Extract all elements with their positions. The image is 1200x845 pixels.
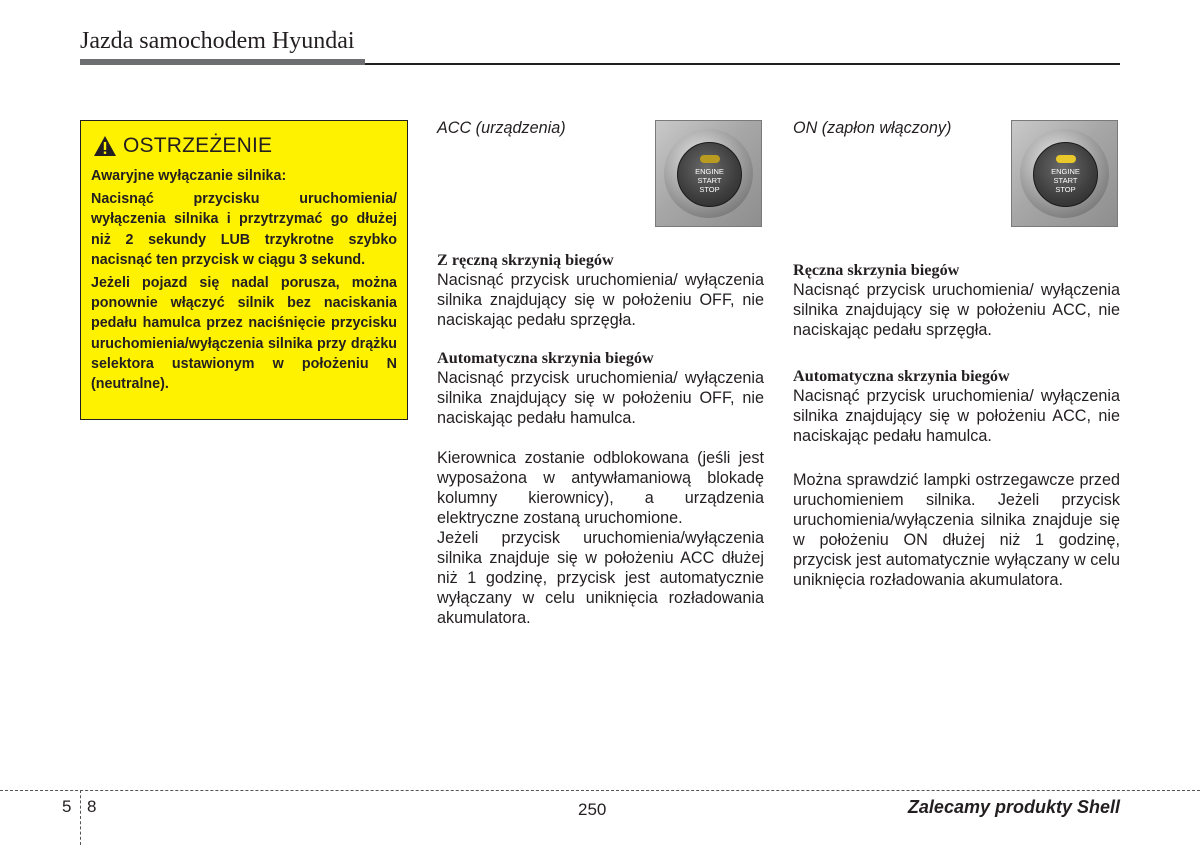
button-face (1033, 142, 1098, 207)
button-label: ENGINE START STOP (1051, 167, 1080, 194)
acc-column (437, 250, 764, 628)
on-heading: ON (zapłon włączony) (793, 119, 952, 137)
chapter-number: 5 (62, 797, 72, 816)
page-header-title: Jazda samochodem Hyundai (80, 28, 355, 54)
warning-paragraph-1: Nacisnąć przycisku uruchomienia/ wyłączenia silnika i przytrzymać go dłużej niż 2 sekundy LUB trzykrotne szybko nacisnąć ten przycisk w ciągu 3 sekund. (91, 191, 397, 268)
header-rule-thin (365, 63, 1120, 65)
button-face (677, 142, 742, 207)
on-auto-heading: Automatyczna skrzynia biegów (793, 367, 1010, 385)
warning-heading (93, 133, 397, 159)
warning-subtitle: Awaryjne wyłączanie silnika: (91, 168, 287, 184)
engine-button-image-on (1011, 120, 1118, 227)
acc-manual-text: Nacisnąć przycisk uruchomienia/ wyłączenia silnika znajdujący się w położeniu OFF, nie naciskając pedału sprzęgła. (437, 271, 764, 329)
warning-body (91, 166, 397, 394)
engine-button-image-acc (655, 120, 762, 227)
acc-paragraph-4: Jeżeli przycisk uruchomienia/wyłączenia silnika znajduje się w położeniu ACC dłużej niż 1 godzinę, przycisk jest automatycznie wyłączany w celu uniknięcia rozładowania akumulatora. (437, 529, 764, 627)
warning-triangle-icon (93, 135, 117, 157)
indicator-lamp-icon (700, 155, 720, 163)
header-rule-thick (80, 59, 365, 65)
warning-title: OSTRZEŻENIE (123, 134, 273, 157)
on-column (793, 260, 1120, 590)
on-auto-text: Nacisnąć przycisk uruchomienia/ wyłączenia silnika znajdujący się w położeniu ACC, nie naciskając pedału hamulca. (793, 387, 1120, 445)
on-manual-text: Nacisnąć przycisk uruchomienia/ wyłączenia silnika znajdujący się w położeniu ACC, nie naciskając pedału sprzęgła. (793, 281, 1120, 339)
acc-heading: ACC (urządzenia) (437, 119, 566, 137)
page-number: 250 (578, 800, 607, 819)
acc-manual-heading: Z ręczną skrzynią biegów (437, 251, 614, 269)
footer-divider (80, 790, 81, 845)
on-manual-heading: Ręczna skrzynia biegów (793, 261, 960, 279)
footer-slogan: Zalecamy produkty Shell (907, 797, 1120, 817)
acc-paragraph-3: Kierownica zostanie odblokowana (jeśli jest wyposażona w antywłamaniową blokadę kolumny kierownicy), a urządzenia elektryczne zostaną uruchomione. (437, 449, 764, 527)
footer-rule (0, 790, 1200, 791)
chapter-page-number: 8 (87, 797, 97, 816)
warning-paragraph-2: Jeżeli pojazd się nadal porusza, można ponownie włączyć silnik bez naciskania pedału hamulca przez naciśnięcie przycisku uruchomienia/wyłączenia silnika przy drążku selektora ustawionym w położeniu N (neutralne). (91, 275, 397, 393)
indicator-lamp-icon (1056, 155, 1076, 163)
button-label: ENGINE START STOP (695, 167, 724, 194)
warning-box (80, 120, 408, 420)
acc-auto-heading: Automatyczna skrzynia biegów (437, 349, 654, 367)
on-paragraph-3: Można sprawdzić lampki ostrzegawcze przed uruchomieniem silnika. Jeżeli przycisk uruchomienia/wyłączenia silnika znajduje się w położeniu ON dłużej niż 1 godzinę, przycisk jest automatycznie wyłączany w celu uniknięcia rozładowania akumulatora. (793, 471, 1120, 589)
acc-auto-text: Nacisnąć przycisk uruchomienia/ wyłączenia silnika znajdujący się w położeniu OFF, nie naciskając pedału hamulca. (437, 369, 764, 427)
